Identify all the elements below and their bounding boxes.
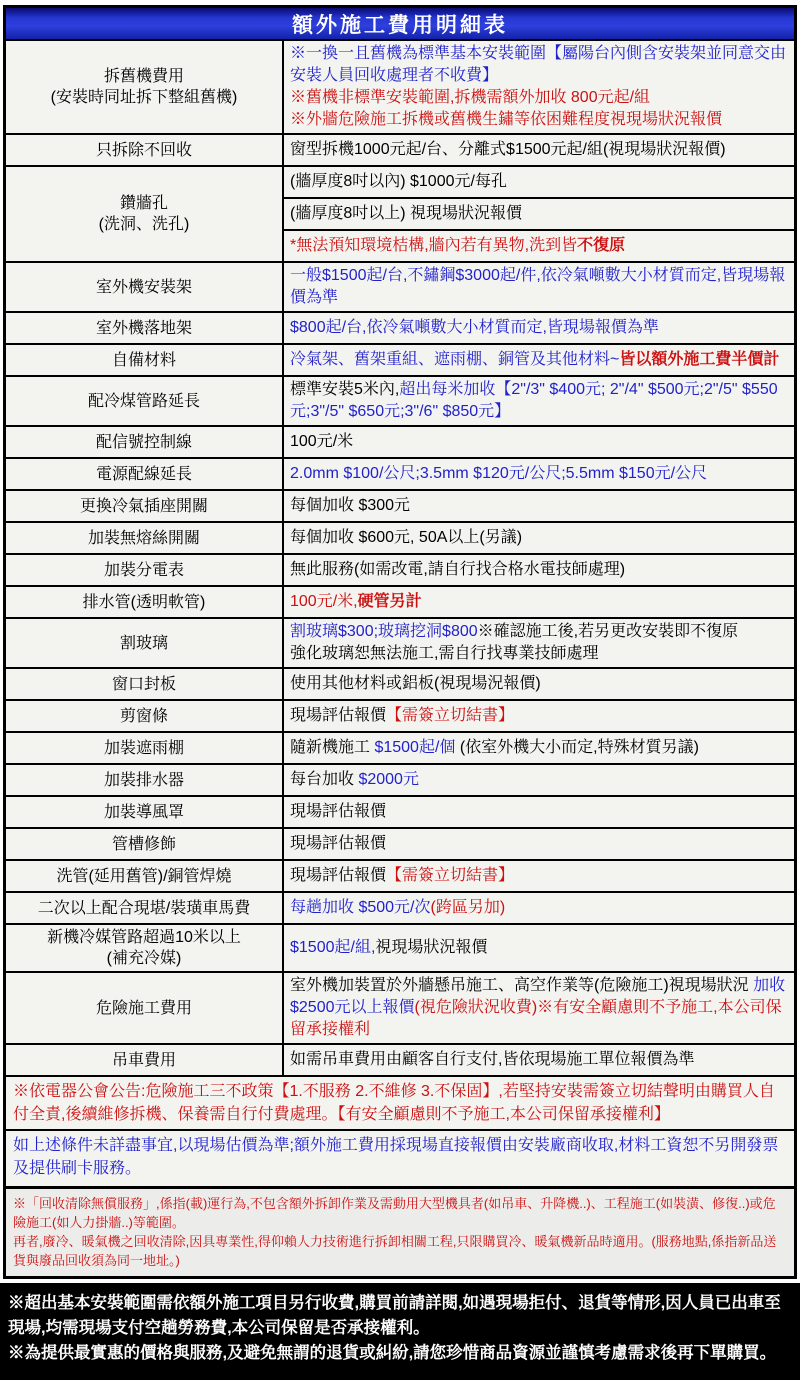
extra-construction-fee-page — [0, 5, 800, 1380]
row-label: 排水管(透明軟管) — [6, 587, 284, 617]
row-value — [284, 733, 794, 763]
row-label: 管槽修飾 — [6, 829, 284, 859]
row-value-line: 窗型拆機1000元起/台、分離式$1500元起/組(視現場狀況報價) — [290, 141, 726, 158]
row-value-line: 割玻璃$300;玻璃挖洞$800※確認施工後,若另更改安裝即不復原 強化玻璃恕無法施工,需自行找專業技師處理 — [290, 623, 739, 662]
row-label: 拆舊機費用 (安裝時同址拆下整組舊機) — [6, 41, 284, 133]
row-label: 室外機落地架 — [6, 313, 284, 343]
row-label: 電源配線延長 — [6, 459, 284, 489]
fee-table-body — [6, 41, 794, 1077]
row-value-line: (牆厚度8吋以上) 視現場狀況報價 — [284, 197, 794, 229]
row-label: 吊車費用 — [6, 1045, 284, 1075]
table-row — [6, 427, 794, 459]
row-value-line: 現場評估報價【需簽立切結書】 — [290, 867, 515, 884]
row-value-line: 隨新機施工 $1500起/個 (依室外機大小而定,特殊材質另議) — [290, 739, 699, 756]
row-value-line: 標準安裝5米內,超出每米加收【2"/3" $400元; 2"/4" $500元;2"/5" $550元;3"/5" $650元;3"/6" $850元】 — [290, 381, 778, 420]
recycle-note-line2: 再者,廢冷、暖氣機之回收清除,因具專業性,得仰賴人力技術進行拆卸相關工程,只限購買冷、暖氣機新品時適用。(服務地點,係指新品送貨與廢品回收須為同一地址。) — [13, 1234, 777, 1268]
recycle-note-line1: ※「回收清除無償服務」,係指(載)運行為,不包含額外拆卸作業及需動用大型機具者(如吊車、升降機..)、工程施工(如裝潢、修復..)或危險施工(如人力掛牆..)等範圍。 — [13, 1196, 776, 1230]
fee-table — [3, 5, 797, 1279]
row-value-line: 2.0mm $100/公尺;3.5mm $120元/公尺;5.5mm $150元/公尺 — [290, 465, 708, 482]
table-row — [6, 701, 794, 733]
row-label: 窗口封板 — [6, 669, 284, 699]
table-row — [6, 829, 794, 861]
row-label: 配冷煤管路延長 — [6, 377, 284, 425]
row-label: 更換冷氣插座開關 — [6, 491, 284, 521]
table-row — [6, 893, 794, 925]
row-value — [284, 797, 794, 827]
table-row — [6, 459, 794, 491]
row-value-line: 一般$1500起/台,不鏽鋼$3000起/件,依冷氣噸數大小材質而定,皆現場報價為準 — [290, 267, 786, 306]
table-row — [6, 765, 794, 797]
table-row — [6, 1045, 794, 1077]
table-row — [6, 733, 794, 765]
row-value — [284, 167, 794, 261]
table-row — [6, 925, 794, 973]
row-value-line: 現場評估報價 — [290, 835, 387, 852]
row-value — [284, 587, 794, 617]
row-label: 自備材料 — [6, 345, 284, 375]
row-value — [284, 701, 794, 731]
row-value-line: 每趟加收 $500元/次(跨區另加) — [290, 899, 506, 916]
row-value-line: 現場評估報價 — [290, 803, 387, 820]
row-value-line: 無此服務(如需改電,請自行找合格水電技師處理) — [290, 561, 626, 578]
row-value — [284, 619, 794, 667]
table-title-bar — [6, 8, 794, 41]
table-row — [6, 491, 794, 523]
row-label: 鑽牆孔 (洗洞、洗孔) — [6, 167, 284, 261]
row-value-line: 使用其他材料或鋁板(視現場況報價) — [290, 675, 541, 692]
row-value-line: 冷氣架、舊架重組、遮雨棚、銅管及其他材料~皆以額外施工費半價計 — [290, 351, 780, 368]
row-label: 配信號控制線 — [6, 427, 284, 457]
row-value — [284, 829, 794, 859]
row-value — [284, 893, 794, 923]
row-value — [284, 1045, 794, 1075]
row-value — [284, 427, 794, 457]
table-row — [6, 263, 794, 313]
table-row — [6, 345, 794, 377]
row-label: 新機冷媒管路超過10米以上 (補充冷媒) — [6, 925, 284, 971]
table-row — [6, 377, 794, 427]
page-title: 額外施工費用明細表 — [292, 13, 508, 37]
row-label: 加裝導風罩 — [6, 797, 284, 827]
row-value — [284, 491, 794, 521]
row-label: 二次以上配合現堪/裝璜車馬費 — [6, 893, 284, 923]
association-policy-note: ※依電器公會公告:危險施工三不政策【1.不服務 2.不維修 3.不保固】,若堅持安裝需簽立切結聲明由購買人自付全責,後續維修拆機、保養需自行付費處理。【有安全顧慮則不予施工,本公司保留承接權利】 — [6, 1077, 794, 1131]
row-label: 只拆除不回收 — [6, 135, 284, 165]
row-value — [284, 523, 794, 553]
row-value — [284, 377, 794, 425]
row-value — [284, 41, 794, 133]
table-row — [6, 861, 794, 893]
row-label: 加裝分電表 — [6, 555, 284, 585]
row-label: 加裝無熔絲開關 — [6, 523, 284, 553]
row-value-line: 現場評估報價【需簽立切結書】 — [290, 707, 515, 724]
table-row — [6, 619, 794, 669]
row-label: 剪窗條 — [6, 701, 284, 731]
row-label: 加裝遮雨棚 — [6, 733, 284, 763]
row-value-line: 每個加收 $600元, 50A以上(另議) — [290, 529, 523, 546]
table-row — [6, 41, 794, 135]
row-label: 加裝排水器 — [6, 765, 284, 795]
row-value-line: 100元/米 — [290, 433, 354, 450]
table-row — [6, 973, 794, 1045]
row-value-line: ※一換一且舊機為標準基本安裝範圍【屬陽台內側含安裝架並同意交由安裝人員回收處理者不收費】 ※舊機非標準安裝範圍,拆機需額外加收 800元起/組 ※外牆危險施工拆機或舊機生鏽等依困難程度視現場狀況報價 — [290, 45, 787, 128]
onsite-pricing-note: 如上述條件未詳盡事宜,以現場估價為準;額外施工費用採現場直接報價由安裝廠商收取,材料工資恕不另開發票及提供刷卡服務。 — [6, 1131, 794, 1188]
row-value-line: $800起/台,依冷氣噸數大小材質而定,皆現場報價為準 — [290, 319, 659, 336]
footer-warning-line1: ※超出基本安裝範圍需依額外施工項目另行收費,購買前請詳閱,如遇現場拒付、退貨等情形,因人員已出車至現場,均需現場支付空趟勞務費,本公司保留是否承接權利。 — [8, 1294, 781, 1337]
row-value-line: 如需吊車費用由顧客自行支付,皆依現場施工單位報價為準 — [290, 1051, 695, 1068]
row-label: 危險施工費用 — [6, 973, 284, 1043]
footer-warning-band — [0, 1283, 800, 1380]
table-row — [6, 797, 794, 829]
row-value-line: 室外機加裝置於外牆懸吊施工、高空作業等(危險施工)視現場狀況 加收$2500元以上報價(視危險狀況收費)※有安全顧慮則不予施工,本公司保留承接權利 — [290, 977, 786, 1038]
row-value — [284, 555, 794, 585]
table-row — [6, 555, 794, 587]
row-value — [284, 925, 794, 971]
row-label: 割玻璃 — [6, 619, 284, 667]
row-value — [284, 345, 794, 375]
table-row — [6, 587, 794, 619]
row-label: 室外機安裝架 — [6, 263, 284, 311]
row-value — [284, 459, 794, 489]
recycle-service-note — [6, 1188, 794, 1276]
row-value — [284, 861, 794, 891]
row-value — [284, 263, 794, 311]
row-value — [284, 765, 794, 795]
row-value — [284, 973, 794, 1043]
row-value — [284, 313, 794, 343]
row-value-line: 每台加收 $2000元 — [290, 771, 419, 788]
row-value-line: $1500起/組,視現場狀況報價 — [290, 939, 488, 956]
row-value — [284, 669, 794, 699]
row-value-line: 100元/米,硬管另計 — [290, 593, 422, 610]
table-row — [6, 523, 794, 555]
row-value — [284, 135, 794, 165]
row-value-line: *無法預知環境桔構,牆內若有異物,洗到皆不復原 — [284, 229, 794, 261]
row-value-line: (牆厚度8吋以內) $1000元/每孔 — [290, 173, 507, 190]
row-label: 洗管(延用舊管)/銅管焊燒 — [6, 861, 284, 891]
table-row — [6, 135, 794, 167]
row-value-line: 每個加收 $300元 — [290, 497, 411, 514]
table-row — [6, 313, 794, 345]
table-row — [6, 167, 794, 263]
table-row — [6, 669, 794, 701]
footer-warning-line2: ※為提供最實惠的價格與服務,及避免無謂的退貨或糾紛,請您珍惜商品資源並謹慎考慮需求後再下單購買。 — [8, 1344, 777, 1362]
